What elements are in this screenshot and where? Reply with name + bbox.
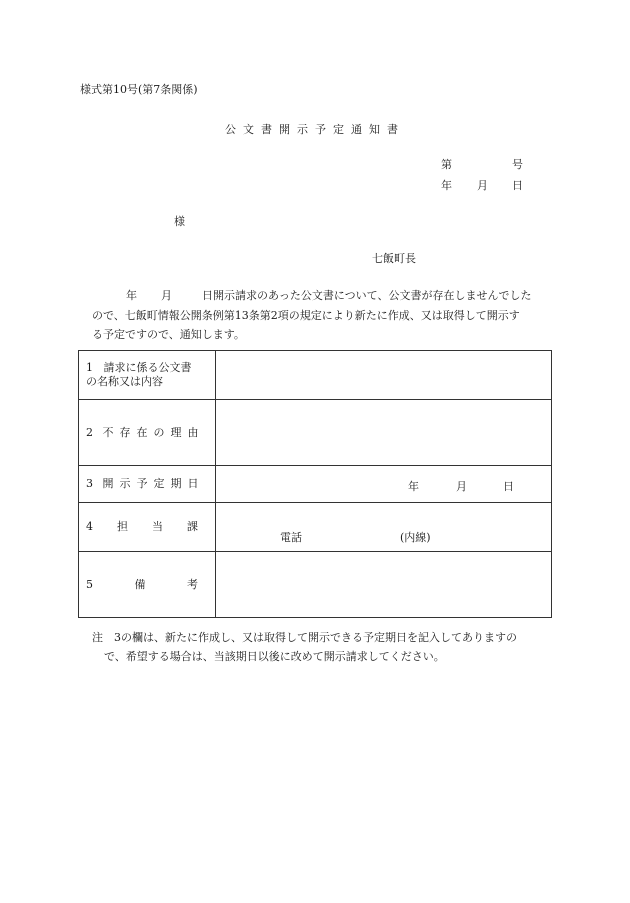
- remarks-field[interactable]: [216, 552, 552, 618]
- table-row: [79, 552, 552, 618]
- label-char: 由: [187, 425, 199, 439]
- form-number: 様式第10号(第7条関係): [80, 83, 198, 96]
- document-number-prefix: 第: [441, 158, 452, 171]
- reason-field[interactable]: [216, 400, 552, 466]
- body-year: 年: [126, 289, 137, 302]
- table-row: [79, 466, 552, 503]
- label-char: 不: [102, 425, 114, 439]
- row-label-text: [86, 426, 205, 439]
- body-month: 月: [161, 289, 172, 302]
- notice-body: [92, 286, 554, 345]
- row-number: 3: [86, 477, 93, 490]
- label-char: 期: [170, 477, 182, 490]
- label-char: 当: [152, 520, 163, 533]
- body-line-1-text: 日開示請求のあった公文書について、公文書が存在しませんでした: [202, 289, 532, 302]
- row-number: 4: [86, 520, 93, 533]
- row-label-document-name: [79, 351, 216, 400]
- label-char: 備: [134, 577, 146, 591]
- table-row: [79, 400, 552, 466]
- table-row: [79, 351, 552, 400]
- label-char: 定: [153, 477, 165, 490]
- document-name-field[interactable]: [216, 351, 552, 400]
- row-label-text: [86, 578, 198, 592]
- label-char: 日: [187, 477, 199, 490]
- body-line-1: [92, 286, 554, 306]
- row-label-text: [86, 520, 198, 534]
- label-char: 在: [136, 425, 148, 439]
- scheduled-year: 年: [408, 480, 419, 493]
- label-char: 担: [117, 520, 128, 533]
- document-number-suffix: 号: [512, 158, 523, 171]
- department-field[interactable]: [216, 503, 552, 552]
- label-char: 課: [187, 520, 198, 533]
- row-label-remarks: [79, 552, 216, 618]
- body-line-3: る予定ですので、通知します。: [92, 328, 245, 341]
- issuer-name: 七飯町長: [372, 252, 416, 265]
- footnote: [92, 628, 554, 666]
- extension-label: (内線): [400, 531, 431, 544]
- label-char: 存: [119, 425, 131, 439]
- row-number: 2: [86, 425, 93, 439]
- document-title: 公文書開示予定通知書: [225, 123, 405, 136]
- row-number: 1: [86, 361, 93, 374]
- label-char: 考: [187, 577, 198, 591]
- addressee-honorific: 様: [174, 215, 185, 228]
- row-label-text: [86, 477, 205, 490]
- footnote-line-1: 注 3の欄は、新たに作成し、又は取得して開示できる予定期日を記入してありますの: [92, 631, 517, 644]
- issue-date-day: 日: [512, 179, 523, 192]
- label-char: の: [153, 425, 165, 439]
- issue-date-year: 年: [441, 179, 452, 192]
- label-char: 開: [102, 477, 114, 490]
- body-line-2: ので、七飯町情報公開条例第13条第2項の規定により新たに作成、又は取得して開示す: [92, 308, 520, 322]
- table-row: [79, 503, 552, 552]
- row-label-line-1: 請求に係る公文書: [103, 361, 192, 374]
- issue-date-month: 月: [477, 179, 488, 192]
- row-label-reason: [79, 400, 216, 466]
- row-label-department: [79, 503, 216, 552]
- scheduled-month: 月: [456, 480, 467, 493]
- phone-label: 電話: [280, 531, 302, 544]
- row-number: 5: [86, 577, 93, 591]
- row-label-scheduled-date: [79, 466, 216, 503]
- label-char: 予: [136, 477, 148, 490]
- label-char: 示: [119, 477, 131, 490]
- scheduled-day: 日: [503, 480, 514, 493]
- row-label-line-2: の名称又は内容: [86, 375, 163, 388]
- footnote-line-2: で、希望する場合は、当該期日以後に改めて開示請求してください。: [104, 650, 445, 663]
- scheduled-date-field[interactable]: [216, 466, 552, 503]
- details-table: [78, 350, 552, 618]
- label-char: 理: [170, 425, 182, 439]
